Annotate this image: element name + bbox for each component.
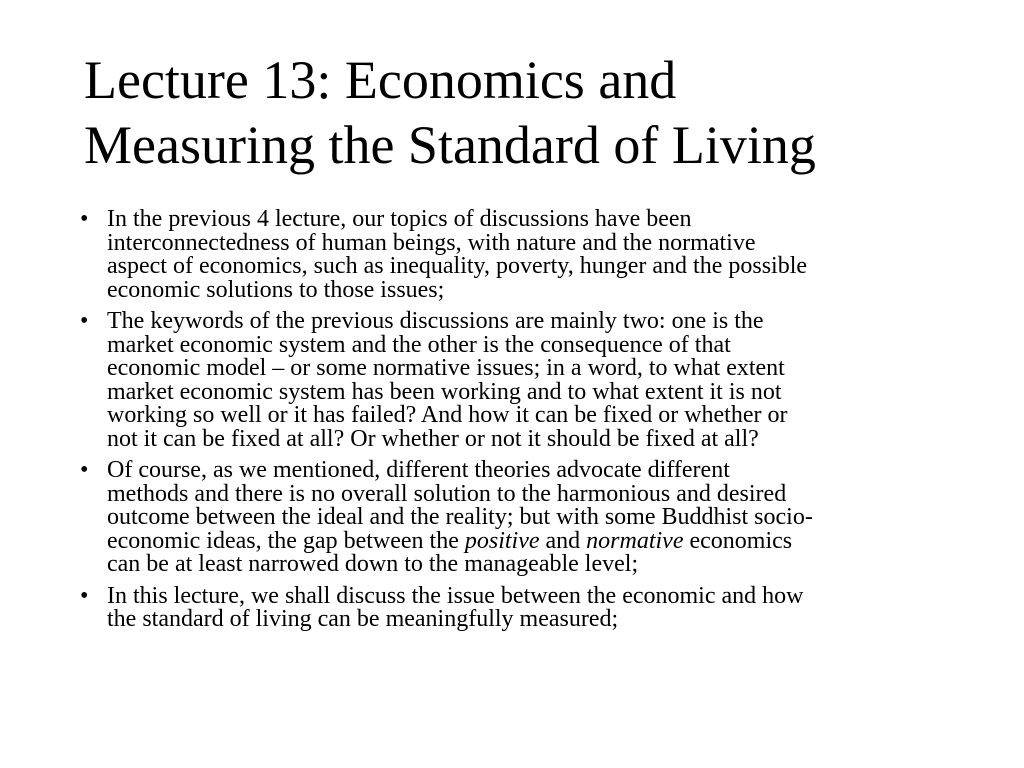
slide-title xyxy=(84,48,984,178)
bullet-item xyxy=(80,459,960,577)
bullet-text-segment: economic ideas, the gap between the xyxy=(107,527,465,554)
bullet-dot-icon: • xyxy=(80,582,89,609)
slide-title-line: Lecture 13: Economics and xyxy=(84,50,677,110)
bullet-text-line: market economic system and the other is the consequence of that xyxy=(107,331,731,358)
bullet-dot-icon: • xyxy=(80,457,89,483)
bullet-item xyxy=(80,310,960,451)
bullet-text-line: working so well or it has failed? And how it can be fixed or whether or xyxy=(107,402,788,428)
slide-title-line: Measuring the Standard of Living xyxy=(84,115,816,175)
bullet-text-line-with-emphasis xyxy=(107,527,960,554)
bullet-item xyxy=(80,582,960,632)
bullet-text-line: economic solutions to those issues; xyxy=(107,276,445,303)
bullet-text-line: In this lecture, we shall discuss the issue between the economic and how xyxy=(107,582,804,609)
bullet-text-line: economic model – or some normative issues; in a word, to what extent xyxy=(107,355,785,381)
bullet-text-line: In the previous 4 lecture, our topics of discussions have been xyxy=(107,206,692,232)
bullet-text-segment: economics xyxy=(683,527,793,554)
bullet-text-line: interconnectedness of human beings, with nature and the normative xyxy=(107,229,756,256)
bullet-text-line: the standard of living can be meaningfully measured; xyxy=(107,606,619,632)
bullet-text-line: The keywords of the previous discussions are mainly two: one is the xyxy=(107,308,764,334)
bullet-text-line: aspect of economics, such as inequality, poverty, hunger and the possible xyxy=(107,253,808,279)
bullet-item xyxy=(80,208,960,302)
bullet-text-line: Of course, as we mentioned, different theories advocate different xyxy=(107,457,730,483)
bullet-text-line: methods and there is no overall solution to the harmonious and desired xyxy=(107,480,787,507)
bullet-list xyxy=(80,208,960,640)
bullet-text-line: market economic system has been working and to what extent it is not xyxy=(107,378,782,405)
bullet-text-line: not it can be fixed at all? Or whether or not it should be fixed at all? xyxy=(107,425,759,452)
bullet-text-line: can be at least narrowed down to the manageable level; xyxy=(107,551,639,577)
emphasis-positive: positive xyxy=(464,527,540,554)
bullet-dot-icon: • xyxy=(80,308,89,334)
bullet-text-line: outcome between the ideal and the reality; but with some Buddhist socio- xyxy=(107,504,813,530)
bullet-text-segment: and xyxy=(539,527,587,554)
emphasis-normative: normative xyxy=(586,527,684,554)
bullet-dot-icon: • xyxy=(80,206,89,232)
